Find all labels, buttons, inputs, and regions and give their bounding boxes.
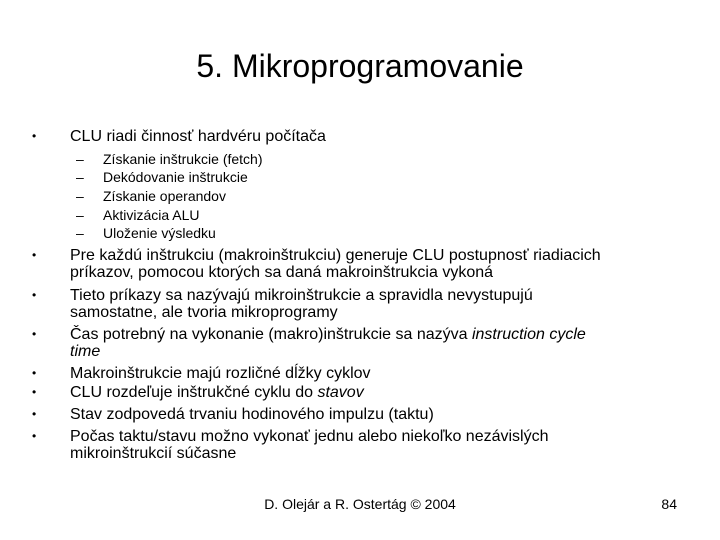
bullet-text-line1: Makroinštrukcie majú rozličné dĺžky cyklov	[70, 365, 371, 382]
bullet-item-cycle-lengths	[32, 365, 700, 382]
bullet-text-line1: Stav zodpovedá trvaniu hodinového impulzu (taktu)	[70, 406, 434, 423]
bullet-text-plain: CLU rozdeľuje inštrukčné cyklu do	[70, 384, 318, 401]
bullet-text-emphasis: time	[70, 343, 101, 360]
sub-item-text: Získanie inštrukcie (fetch)	[103, 151, 263, 167]
sub-item-operands	[76, 187, 663, 205]
bullet-text-line2: samostatne, ale tvoria mikroprogramy	[70, 304, 338, 321]
bullet-marker: •	[32, 129, 37, 143]
bullet-text-line1: Počas taktu/stavu možno vykonať jednu alebo niekoľko nezávislých	[70, 428, 549, 445]
bullet-item-clu	[32, 128, 700, 145]
sub-marker: –	[76, 225, 84, 241]
bullet-text-plain: Čas potrebný na vykonanie (makro)inštrukcie sa nazýva	[70, 326, 472, 343]
sub-item-fetch	[76, 150, 663, 168]
bullet-item-microinstructions	[32, 287, 700, 321]
sub-marker: –	[76, 188, 84, 204]
bullet-text: CLU riadi činnosť hardvéru počítača	[70, 128, 326, 145]
bullet-marker: •	[32, 407, 37, 421]
bullet-text-emphasis: instruction cycle	[471, 326, 586, 343]
bullet-marker: •	[32, 429, 37, 443]
slide-title: 5. Mikroprogramovanie	[196, 48, 524, 84]
bullet-text-line1: Tieto príkazy sa nazývajú mikroinštrukcie a spravidla nevystupujú	[70, 287, 533, 304]
bullet-text-line1	[70, 384, 700, 401]
bullet-marker: •	[32, 327, 37, 341]
bullet-text-emphasis: stavov	[317, 384, 364, 401]
bullet-marker: •	[32, 288, 37, 302]
bullet-marker: •	[32, 248, 37, 262]
bullet-marker: •	[32, 366, 37, 380]
bullet-item-parallel	[32, 428, 700, 462]
sub-marker: –	[76, 169, 84, 185]
bullet-text-line2	[70, 343, 700, 360]
sub-item-decode	[76, 168, 663, 186]
sub-item-alu	[76, 206, 663, 224]
bullet-text-line1	[70, 326, 700, 343]
sub-marker: –	[76, 151, 84, 167]
bullet-item-clock-pulse	[32, 406, 700, 423]
footer-author: D. Olejár a R. Ostertág © 2004	[264, 496, 456, 512]
bullet-text-line1: Pre každú inštrukciu (makroinštrukciu) generuje CLU postupnosť riadiacich	[70, 247, 601, 264]
sub-item-text: Dekódovanie inštrukcie	[103, 169, 248, 185]
sub-marker: –	[76, 207, 84, 223]
bullet-item-states	[32, 384, 700, 401]
bullet-text-line2: mikroinštrukcií súčasne	[70, 445, 237, 462]
bullet-text-line2: príkazov, pomocou ktorých sa daná makroinštrukcia vykoná	[70, 264, 494, 281]
sub-item-store	[76, 224, 663, 242]
sub-item-text: Aktivizácia ALU	[103, 207, 200, 223]
sub-item-text: Uloženie výsledku	[103, 225, 216, 241]
bullet-item-instruction-cycle	[32, 326, 700, 360]
sub-item-text: Získanie operandov	[103, 188, 226, 204]
bullet-item-sequence	[32, 247, 700, 281]
page-number: 84	[661, 496, 677, 512]
bullet-marker: •	[32, 385, 37, 399]
